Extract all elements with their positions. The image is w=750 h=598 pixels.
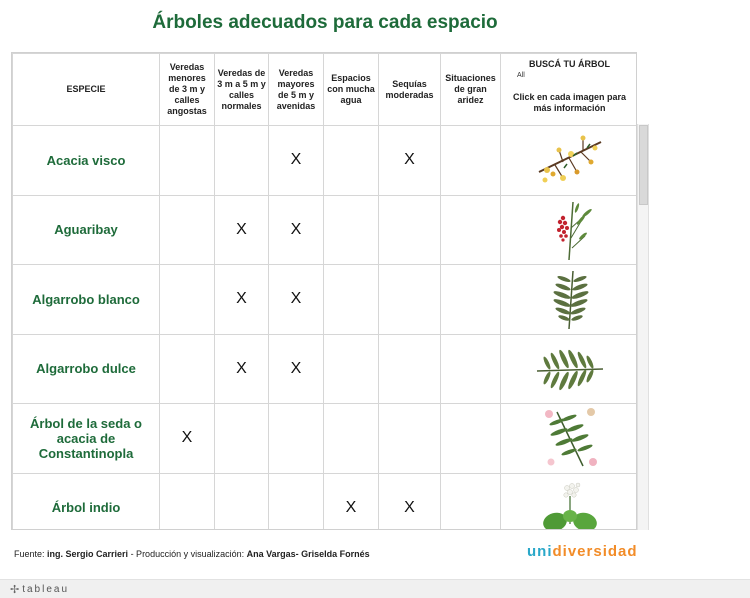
search-title: BUSCÁ TU ÁRBOL xyxy=(529,59,610,69)
mark-cell: X xyxy=(215,195,269,265)
header-narrow-sidewalks: Veredas menores de 3 m y calles angostas xyxy=(160,54,215,126)
search-hint: Click en cada imagen para más información xyxy=(512,92,627,113)
mark-cell xyxy=(324,334,379,404)
tree-image-cell[interactable] xyxy=(501,195,638,265)
mark-cell xyxy=(379,334,441,404)
aguaribay-branch-icon[interactable] xyxy=(533,198,607,262)
mark-cell xyxy=(215,404,269,474)
arbol-indio-leaf-icon[interactable] xyxy=(533,476,607,530)
source-label: Fuente: xyxy=(14,549,48,559)
mark-cell xyxy=(160,126,215,196)
header-wide-sidewalks: Veredas mayores de 5 m y avenidas xyxy=(269,54,324,126)
header-normal-sidewalks: Veredas de 3 m a 5 m y calles normales xyxy=(215,54,269,126)
table-row xyxy=(13,334,638,404)
mark-cell xyxy=(160,265,215,335)
mark-cell: X xyxy=(269,334,324,404)
mark-cell xyxy=(324,404,379,474)
mark-cell: X xyxy=(269,195,324,265)
table-row xyxy=(13,404,638,474)
mark-cell: X xyxy=(215,265,269,335)
species-name: Aguaribay xyxy=(13,195,160,265)
acacia-visco-branch-icon[interactable] xyxy=(533,128,607,192)
tree-image-cell[interactable] xyxy=(501,334,638,404)
header-great-aridity: Situaciones de gran aridez xyxy=(441,54,501,126)
production-names: Ana Vargas- Griselda Fornés xyxy=(246,549,370,559)
table-row xyxy=(13,126,638,196)
mark-cell xyxy=(160,195,215,265)
table-row xyxy=(13,195,638,265)
tableau-wordmark: tableau xyxy=(22,584,70,595)
species-name: Árbol indio xyxy=(13,473,160,530)
tree-image-cell[interactable] xyxy=(501,265,638,335)
mark-cell: X xyxy=(269,126,324,196)
mark-cell: X xyxy=(269,265,324,335)
mark-cell xyxy=(160,473,215,530)
mark-cell xyxy=(215,126,269,196)
mark-cell: X xyxy=(379,126,441,196)
header-species: ESPECIE xyxy=(13,54,160,126)
species-name: Algarrobo dulce xyxy=(13,334,160,404)
tableau-plus-icon: ✢ xyxy=(10,584,20,596)
tree-image-cell[interactable] xyxy=(501,126,638,196)
header-much-water: Espacios con mucha agua xyxy=(324,54,379,126)
production-label: - Producción y visualización: xyxy=(128,549,247,559)
mark-cell xyxy=(269,404,324,474)
mark-cell: X xyxy=(324,473,379,530)
mark-cell xyxy=(441,195,501,265)
page-title: Árboles adecuados para cada espacio xyxy=(152,12,498,33)
mark-cell xyxy=(160,334,215,404)
mark-cell xyxy=(379,195,441,265)
mark-cell xyxy=(441,265,501,335)
mark-cell xyxy=(324,265,379,335)
table-row xyxy=(13,265,638,335)
search-filter-dropdown[interactable]: All xyxy=(517,72,525,79)
tree-image-cell[interactable] xyxy=(501,404,638,474)
mark-cell: X xyxy=(379,473,441,530)
table-row xyxy=(13,473,638,530)
source-name: ing. Sergio Carrieri xyxy=(47,549,129,559)
table-header-row xyxy=(13,54,638,126)
mark-cell xyxy=(441,334,501,404)
species-table xyxy=(12,53,637,530)
mark-cell: X xyxy=(215,334,269,404)
tableau-toolbar xyxy=(0,579,750,598)
scrollbar-thumb[interactable] xyxy=(639,125,648,205)
mark-cell xyxy=(441,404,501,474)
brand-part-diversidad: diversidad xyxy=(552,543,638,560)
arbol-seda-leaf-icon[interactable] xyxy=(533,406,607,470)
mark-cell xyxy=(324,126,379,196)
mark-cell xyxy=(379,265,441,335)
mark-cell xyxy=(215,473,269,530)
mark-cell xyxy=(441,126,501,196)
mark-cell: X xyxy=(160,404,215,474)
tree-image-cell[interactable] xyxy=(501,473,638,530)
algarrobo-dulce-leaf-icon[interactable] xyxy=(533,337,607,401)
unidiversidad-logo xyxy=(527,543,638,560)
species-name: Árbol de la seda o acacia de Constantinopla xyxy=(13,404,160,474)
mark-cell xyxy=(379,404,441,474)
tableau-logo[interactable] xyxy=(10,583,69,596)
species-table-container xyxy=(11,52,637,530)
mark-cell xyxy=(441,473,501,530)
header-moderate-drought: Sequías moderadas xyxy=(379,54,441,126)
mark-cell xyxy=(269,473,324,530)
species-name: Acacia visco xyxy=(13,126,160,196)
header-search-tree xyxy=(501,54,638,126)
brand-part-uni: uni xyxy=(527,543,553,560)
mark-cell xyxy=(324,195,379,265)
table-scrollbar[interactable] xyxy=(637,124,649,530)
species-name: Algarrobo blanco xyxy=(13,265,160,335)
footer-source xyxy=(14,549,370,559)
algarrobo-blanco-leaf-icon[interactable] xyxy=(533,267,607,331)
